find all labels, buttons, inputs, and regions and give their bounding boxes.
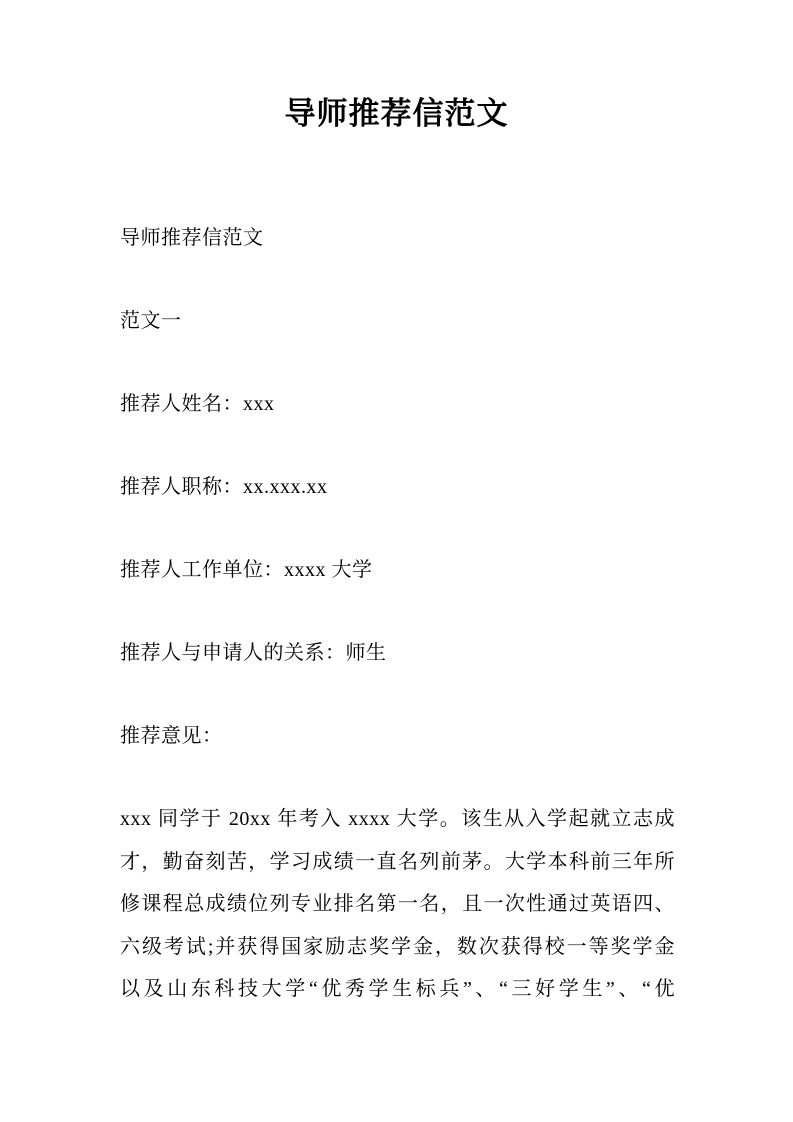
field-recommendation-opinion-label: 推荐意见： (120, 725, 223, 747)
body-paragraph-line-4: 六级考试;并获得国家励志奖学金，数次获得校一等奖学金 (120, 935, 675, 958)
document-title: 导师推荐信范文 (284, 96, 509, 131)
field-recommender-name: 推荐人姓名：xxx (120, 393, 275, 415)
body-paragraph-line-1: xxx 同学于 20xx 年考入 xxxx 大学。该生从入学起就立志成 (120, 808, 675, 830)
document-body (0, 217, 793, 1011)
field-recommender-job-title: 推荐人职称：xx.xxx.xx (120, 476, 328, 498)
recommendation-body-paragraph (120, 798, 675, 1011)
body-paragraph-line-3: 修课程总成绩位列专业排名第一名，且一次性通过英语四、 (120, 893, 675, 915)
field-recommender-relationship: 推荐人与申请人的关系：师生 (120, 642, 387, 664)
paragraph-sample-one-label: 范文一 (120, 310, 182, 332)
field-recommender-work-unit: 推荐人工作单位：xxxx 大学 (120, 559, 373, 581)
paragraph-doc-subtitle: 导师推荐信范文 (120, 227, 264, 249)
body-paragraph-line-5: 以及山东科技大学“优秀学生标兵”、“三好学生”、“优 (120, 978, 675, 1000)
body-paragraph-line-2: 才，勤奋刻苦，学习成绩一直名列前茅。大学本科前三年所 (120, 850, 675, 873)
